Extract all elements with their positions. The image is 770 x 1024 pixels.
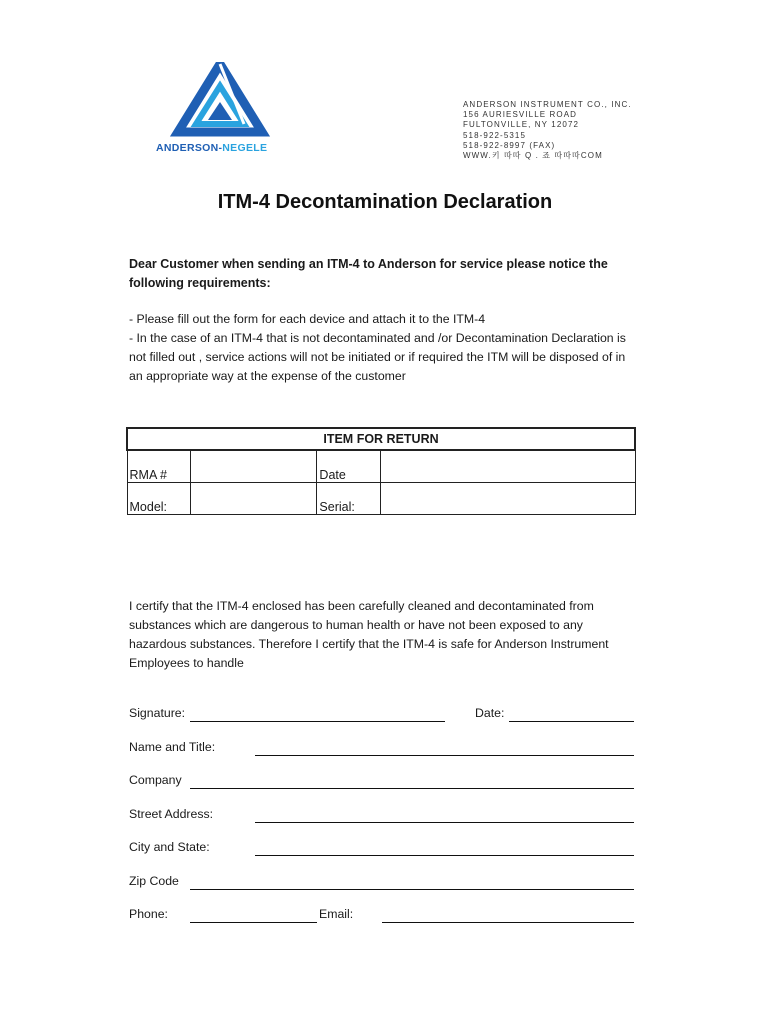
zip-code-field[interactable] [190,889,634,890]
certification-text: I certify that the ITM-4 enclosed has been carefully cleaned and decontaminated from substances which are dangerous to human health or have not been exposed to any hazardous substances. Therefore I certify that the ITM-4 is safe for Anderson Instrument Employees to handle [129,599,609,670]
signature-field[interactable] [190,721,445,722]
address-line: 156 AURIESVILLE ROAD [463,110,578,120]
phone-label: Phone: [129,907,168,921]
company-address [463,100,632,161]
requirement-item: - Please fill out the form for each device and attach it to the ITM-4 [129,312,486,326]
address-line: ANDERSON INSTRUMENT CO., INC. [463,100,632,109]
address-line: WWW.키 따따 Q . 죠 따따따COM [463,151,603,161]
model-input[interactable] [191,483,317,515]
city-state-field[interactable] [255,855,634,856]
date-input[interactable] [381,450,635,483]
item-for-return-table [126,427,636,515]
logo-wordmark [156,142,286,154]
address-line: FULTONVILLE, NY 12072 [463,120,580,130]
item-table-header: ITEM FOR RETURN [127,428,635,450]
requirement-item: - In the case of an ITM-4 that is not decontaminated and /or Decontamination Declaration is not filled out , service actions will not be initiated or if required the ITM will be disposed of in an appropriate way at the expense of the customer [129,331,630,383]
company-field[interactable] [190,788,634,789]
email-field[interactable] [382,922,634,923]
rma-label: RMA # [127,450,191,483]
name-title-label: Name and Title: [129,740,216,754]
logo-wordmark-main: ANDERSON- [156,142,223,154]
signature-date-field[interactable] [509,721,634,722]
requirements-list [129,310,629,386]
date-label: Date [317,450,381,483]
logo-wordmark-accent: NEGELE [222,142,268,154]
phone-field[interactable] [190,922,317,923]
serial-input[interactable] [381,483,635,515]
city-state-label: City and State: [129,840,210,854]
date-label: Date: [475,706,505,720]
email-label: Email: [319,907,354,921]
name-title-field[interactable] [255,755,634,756]
serial-label: Serial: [317,483,381,515]
address-line: 518-922-8997 (FAX) [463,140,556,150]
rma-input[interactable] [191,450,317,483]
zip-code-label: Zip Code [129,874,179,888]
anderson-negele-logo-icon [160,62,280,142]
signature-label: Signature: [129,706,186,720]
intro-text: Dear Customer when sending an ITM-4 to Anderson for service please notice the following requirements: [129,257,608,290]
address-line: 518-922-5315 [463,130,527,140]
model-label: Model: [127,483,191,515]
street-address-label: Street Address: [129,807,214,821]
street-address-field[interactable] [255,822,634,823]
page-title: ITM-4 Decontamination Declaration [217,191,553,213]
company-label: Company [129,773,182,787]
